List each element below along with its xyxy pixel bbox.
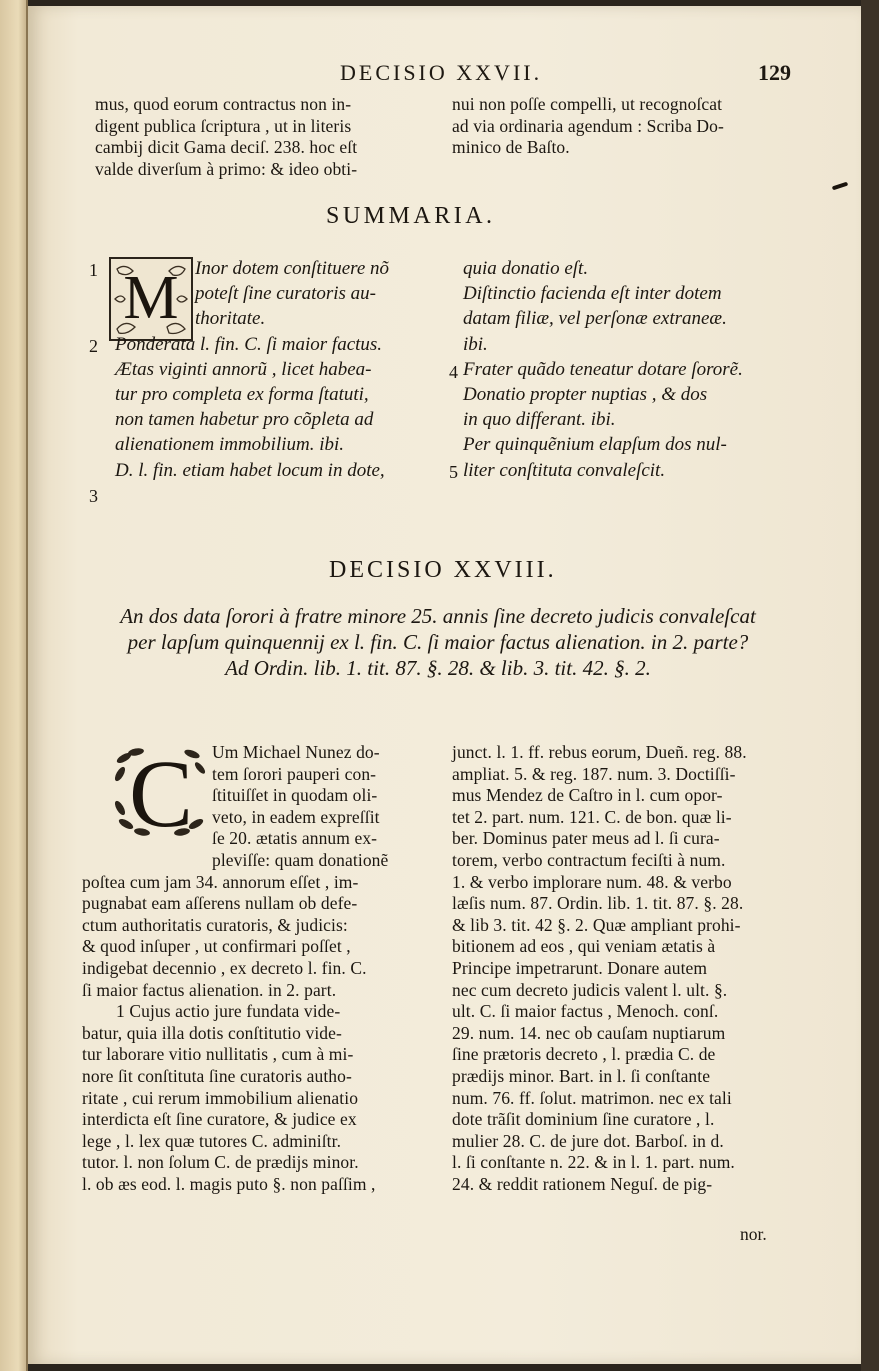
text-line: ult. C. ſi maior factus , Menoch. conſ. bbox=[452, 1001, 719, 1022]
text-line: num. 76. ff. ſolut. matrimon. nec ex tali bbox=[452, 1087, 732, 1108]
summary-line: ibi. bbox=[463, 333, 488, 355]
text-line: junct. l. 1. ff. rebus eorum, Dueñ. reg. 88. bbox=[452, 742, 747, 762]
decision-question bbox=[88, 603, 788, 681]
summary-number: 5 bbox=[449, 462, 458, 482]
text-line: ampliat. 5. & reg. 187. num. 3. Doctiſſi- bbox=[452, 763, 736, 784]
summary-number: 2 bbox=[89, 336, 98, 356]
right-book-edge bbox=[861, 0, 879, 1371]
text-line: tur laborare vitio nullitatis , cum à mi- bbox=[82, 1044, 354, 1065]
summary-line: in quo differant. ibi. bbox=[463, 409, 616, 431]
carryover-left-column bbox=[95, 94, 357, 180]
text-line: nui non poſſe compelli, ut recognoſcat bbox=[452, 94, 723, 114]
text-line: nec cum decreto judicis valent l. ult. §. bbox=[452, 979, 728, 1000]
text-line: prædijs minor. Bart. in l. ſi conſtante bbox=[452, 1065, 711, 1086]
left-page-edge bbox=[0, 0, 28, 1371]
summary-line: liter conſtituta convaleſcit. bbox=[463, 459, 666, 481]
text-line: & lib 3. tit. 42 §. 2. Quæ ampliant prohi- bbox=[452, 914, 741, 935]
question-line: Ad Ordin. lib. 1. tit. 87. §. 28. & lib. 3. tit. 42. §. 2. bbox=[225, 656, 651, 680]
running-head: DECISIO XXVII. bbox=[340, 60, 543, 85]
summary-line: Ætas viginti annorũ , licet habea- bbox=[115, 358, 372, 380]
text-line: 29. num. 14. nec ob cauſam nuptiarum bbox=[452, 1022, 726, 1043]
summary-line: Inor dotem conſtituere nõ bbox=[195, 258, 390, 279]
summary-line: Ponderata l. fin. C. ſi maior factus. bbox=[115, 333, 383, 355]
text-line: nore ſit conſtituta ſine curatoris autho- bbox=[82, 1065, 352, 1086]
summary-line: poteſt ſine curatoris au- bbox=[195, 283, 377, 305]
text-line: 1 Cujus actio jure fundata vide- bbox=[116, 1001, 341, 1022]
text-line: l. ob æs eod. l. magis puto §. non paſſim , bbox=[82, 1173, 376, 1194]
summary-line: alienationem immobilium. ibi. bbox=[115, 434, 345, 456]
summary-line: Frater quãdo teneatur dotare ſororẽ. bbox=[463, 358, 743, 380]
text-line: valde diverſum à primo: & ideo obti- bbox=[95, 158, 358, 179]
text-line: l. ſi conſtante n. 22. & in l. 1. part. num. bbox=[452, 1152, 735, 1173]
text-line: tem ſorori pauperi con- bbox=[212, 763, 377, 784]
summary-line: tur pro completa ex forma ſtatuti, bbox=[115, 383, 369, 405]
question-line: per lapſum quinquennij ex l. fin. C. ſi maior factus alienation. in 2. parte? bbox=[127, 630, 749, 654]
decisio-heading: DECISIO XXVIII. bbox=[329, 557, 557, 583]
text-line: mus Mendez de Caſtro in l. cum opor- bbox=[452, 785, 723, 806]
text-line: minico de Baſto. bbox=[452, 137, 570, 158]
text-line: cambij dicit Gama deciſ. 238. hoc eſt bbox=[95, 137, 358, 158]
text-line: Um Michael Nunez do- bbox=[212, 742, 380, 762]
text-line: ctum authoritatis curatoris, & judicis: bbox=[82, 914, 348, 935]
summary-line: thoritate. bbox=[195, 308, 266, 330]
summary-line: non tamen habetur pro cõpleta ad bbox=[115, 409, 374, 431]
text-line: lege , l. lex quæ tutores C. adminiſtr. bbox=[82, 1130, 342, 1151]
summary-line: quia donatio eſt. bbox=[463, 258, 589, 279]
text-line: pugnabat eam aſſerens nullam ob defe- bbox=[82, 893, 358, 914]
text-line: tet 2. part. num. 121. C. de bon. quæ li- bbox=[452, 806, 732, 827]
text-line: batur, quia illa dotis conſtitutio vide- bbox=[82, 1022, 342, 1043]
decision-left-column bbox=[82, 742, 388, 1195]
text-line: digent publica ſcriptura , ut in literis bbox=[95, 115, 352, 136]
text-line: interdicta eſt ſine curatore, & judice ex bbox=[82, 1109, 357, 1130]
text-line: mus, quod eorum contractus non in- bbox=[95, 94, 352, 114]
text-line: læſis num. 87. Ordin. lib. 1. tit. 87. §. 28. bbox=[452, 893, 744, 914]
catchword: nor. bbox=[740, 1224, 767, 1244]
text-line: indigebat decennio , ex decreto l. fin. C. bbox=[82, 957, 367, 978]
text-line: Principe impetrarunt. Donare autem bbox=[452, 957, 708, 978]
text-line: 1. & verbo implorare num. 48. & verbo bbox=[452, 871, 732, 892]
text-line: veto, in eadem expreſſit bbox=[212, 806, 380, 827]
text-line: dote trãſit dominium ſine curatore , l. bbox=[452, 1109, 715, 1130]
text-line: 24. & reddit rationem Neguſ. de pig- bbox=[452, 1173, 713, 1194]
text-line: torem, verbo contractum feciſti à num. bbox=[452, 849, 726, 870]
question-line: An dos data ſorori à fratre minore 25. annis ſine decreto judicis convaleſcat bbox=[120, 604, 756, 628]
text-line: ſtituiſſet in quodam oli- bbox=[212, 785, 378, 806]
decision-right-column bbox=[452, 742, 747, 1195]
summary-number: 1 bbox=[89, 260, 98, 280]
text-line: bitionem ad eos , qui veniam ætatis à bbox=[452, 936, 716, 957]
initial-letter: M bbox=[123, 264, 179, 332]
carryover-right-column bbox=[452, 94, 724, 159]
summary-line: Diſtinctio facienda eſt inter dotem bbox=[463, 283, 722, 305]
summaria-heading: SUMMARIA. bbox=[326, 203, 496, 229]
text-line: ber. Dominus pater meus ad l. ſi cura- bbox=[452, 828, 720, 849]
summary-number: 3 bbox=[89, 486, 98, 506]
page-number: 129 bbox=[758, 60, 791, 85]
summary-line: Donatio propter nuptias , & dos bbox=[463, 383, 708, 405]
summary-number: 4 bbox=[449, 362, 458, 382]
text-line: poſtea cum jam 34. annorum eſſet , im- bbox=[82, 871, 359, 892]
summaria-left-column bbox=[89, 256, 390, 506]
text-line: ſi maior factus alienation. in 2. part. bbox=[82, 979, 337, 1000]
initial-letter: C bbox=[128, 740, 194, 847]
summaria-right-column bbox=[449, 256, 743, 483]
text-line: mulier 28. C. de jure dot. Barboſ. in d. bbox=[452, 1130, 724, 1151]
summary-line: D. l. fin. etiam habet locum in dote, bbox=[115, 459, 385, 481]
text-line: ad via ordinaria agendum : Scriba Do- bbox=[452, 115, 724, 136]
text-line: ritate , cui rerum immobilium alienatio bbox=[82, 1087, 359, 1108]
text-line: pleviſſe: quam donationẽ bbox=[212, 849, 389, 870]
text-line: & quod inſuper , ut confirmari poſſet , bbox=[82, 936, 351, 957]
text-line: ſine prætoris decreto , l. prædia C. de bbox=[452, 1044, 716, 1065]
text-line: ſe 20. ætatis annum ex- bbox=[212, 828, 378, 849]
summary-line: Per quinquẽnium elapſum dos nul- bbox=[463, 434, 727, 456]
text-line: tutor. l. non ſolum C. de prædijs minor. bbox=[82, 1152, 359, 1173]
summary-line: datam filiæ, vel perſonæ extraneæ. bbox=[463, 308, 727, 330]
